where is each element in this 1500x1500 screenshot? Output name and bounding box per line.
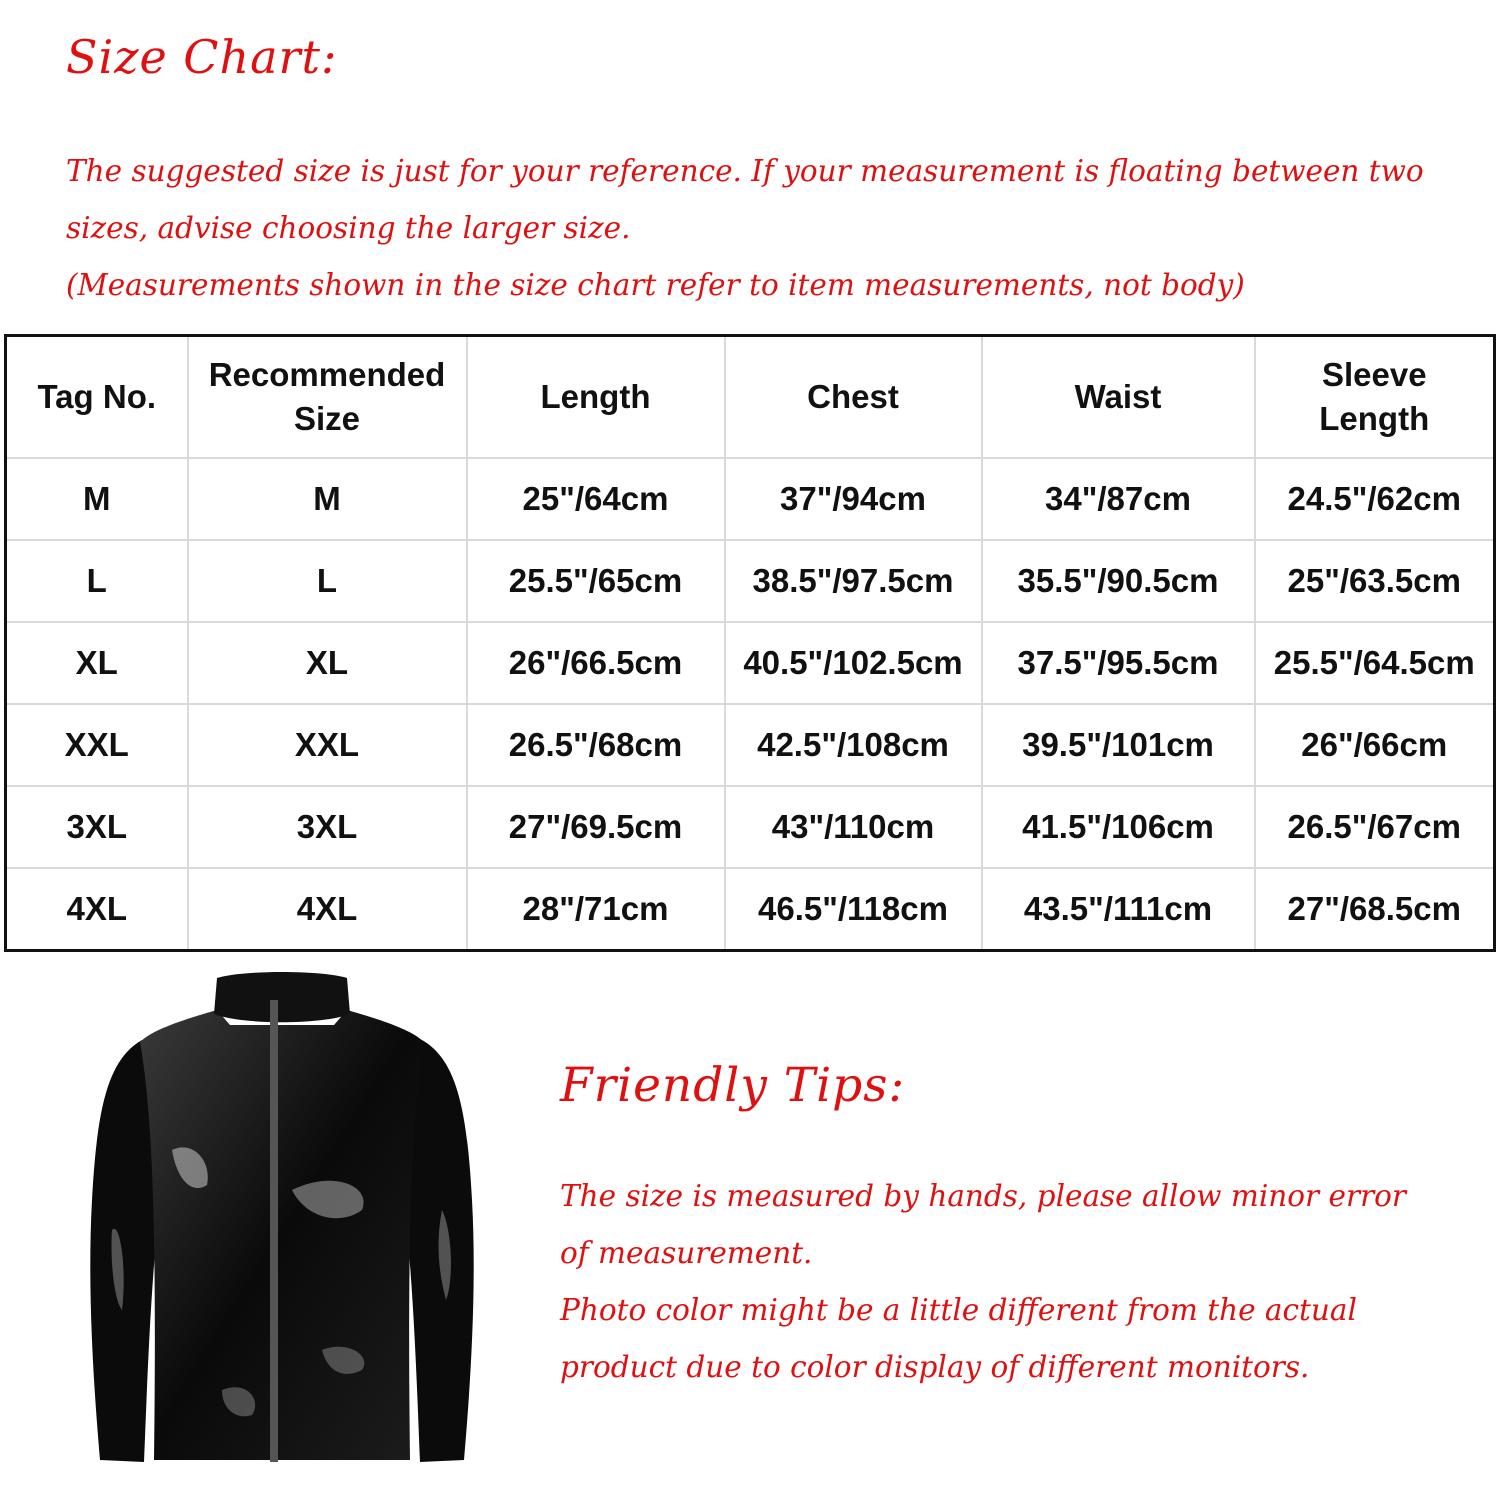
table-row [6,868,1495,951]
size-table [4,334,1496,952]
table-row [6,540,1495,622]
cell-waist: 43.5"/111cm [982,868,1255,951]
cell-sleeve-length: 25"/63.5cm [1255,540,1495,622]
size-note-line: sizes, advise choosing the larger size. [66,211,631,245]
cell-length: 26"/66.5cm [467,622,725,704]
tips-line: of measurement. [560,1236,813,1270]
friendly-tips-title: Friendly Tips: [560,1058,906,1113]
header-tag-no: Tag No. [6,336,188,459]
size-chart-title: Size Chart: [66,30,338,84]
size-note-line: (Measurements shown in the size chart refer to item measurements, not body) [66,268,1245,302]
cell-length: 28"/71cm [467,868,725,951]
cell-sleeve-length: 25.5"/64.5cm [1255,622,1495,704]
table-row [6,622,1495,704]
cell-sleeve-length: 24.5"/62cm [1255,458,1495,540]
header-length: Length [467,336,725,459]
cell-recommended-size: M [188,458,467,540]
cell-recommended-size: L [188,540,467,622]
cell-waist: 41.5"/106cm [982,786,1255,868]
cell-sleeve-length: 26"/66cm [1255,704,1495,786]
cell-recommended-size: XL [188,622,467,704]
table-row [6,458,1495,540]
header-waist: Waist [982,336,1255,459]
tips-line: Photo color might be a little different from the actual [560,1293,1357,1327]
jacket-body [140,1010,424,1460]
cell-chest: 42.5"/108cm [725,704,982,786]
cell-recommended-size: XXL [188,704,467,786]
cell-tag-no: 4XL [6,868,188,951]
jacket-zipper [270,1000,278,1462]
cell-waist: 35.5"/90.5cm [982,540,1255,622]
cell-tag-no: 3XL [6,786,188,868]
cell-length: 26.5"/68cm [467,704,725,786]
cell-waist: 39.5"/101cm [982,704,1255,786]
header-sleeve-length: Sleeve Length [1255,336,1495,459]
cell-tag-no: XL [6,622,188,704]
cell-recommended-size: 3XL [188,786,467,868]
cell-tag-no: M [6,458,188,540]
cell-tag-no: L [6,540,188,622]
cell-waist: 37.5"/95.5cm [982,622,1255,704]
cell-tag-no: XXL [6,704,188,786]
friendly-tips-text [560,1168,1480,1396]
cell-length: 25.5"/65cm [467,540,725,622]
cell-sleeve-length: 27"/68.5cm [1255,868,1495,951]
tips-line: product due to color display of different monitors. [560,1350,1310,1384]
table-header-row [6,336,1495,459]
cell-chest: 46.5"/118cm [725,868,982,951]
size-note [66,143,1486,314]
table-row [6,786,1495,868]
cell-length: 25"/64cm [467,458,725,540]
cell-length: 27"/69.5cm [467,786,725,868]
jacket-product-image [72,970,492,1480]
cell-sleeve-length: 26.5"/67cm [1255,786,1495,868]
cell-waist: 34"/87cm [982,458,1255,540]
jacket-collar [214,972,350,1022]
header-chest: Chest [725,336,982,459]
cell-chest: 40.5"/102.5cm [725,622,982,704]
cell-chest: 38.5"/97.5cm [725,540,982,622]
header-recommended-size: Recommended Size [188,336,467,459]
cell-chest: 37"/94cm [725,458,982,540]
size-note-line: The suggested size is just for your reference. If your measurement is floating between two [66,154,1424,188]
cell-recommended-size: 4XL [188,868,467,951]
table-row [6,704,1495,786]
tips-line: The size is measured by hands, please allow minor error [560,1179,1407,1213]
cell-chest: 43"/110cm [725,786,982,868]
